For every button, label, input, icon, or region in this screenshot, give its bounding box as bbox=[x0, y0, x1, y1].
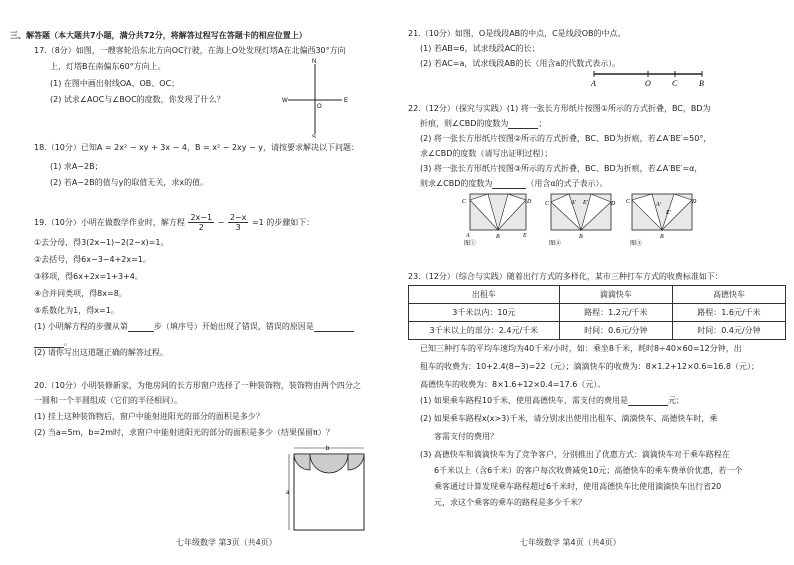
q19-part1-text-a: (1) 小明解方程的步骤从第 bbox=[34, 322, 128, 331]
table-cell: 路程：1.2元/千米 bbox=[559, 304, 672, 322]
q23-stem: 23.（12分）（综合与实践）随着出行方式的多样化，某市三种打车方式的收费标准如下： bbox=[408, 272, 723, 281]
table-header: 滴滴快车 bbox=[559, 286, 672, 304]
north-label: N bbox=[312, 59, 317, 65]
table-header: 高德快车 bbox=[672, 286, 785, 304]
table-header: 出租车 bbox=[409, 286, 560, 304]
table-cell: 3千米以上的部分：2.4元/千米 bbox=[409, 322, 560, 340]
q17-part1: (1) 在图中画出射线OA、OB、OC； bbox=[50, 79, 180, 88]
q19-stem bbox=[34, 212, 314, 234]
fold-figure-3 bbox=[626, 190, 698, 246]
fig1-label-b: B bbox=[496, 234, 500, 240]
q19-part1-end: 。 bbox=[64, 338, 72, 347]
fig2-label-a-prime: A′ bbox=[571, 200, 576, 206]
q22-expression-blank[interactable] bbox=[492, 180, 526, 189]
fig3-label-e-prime: E′ bbox=[666, 210, 671, 216]
fig3-label-a-prime: A′ bbox=[656, 202, 661, 208]
compass-figure bbox=[282, 58, 352, 138]
q23-part3-line4: 元，求这个乘客的乘车的路程是多少千米？ bbox=[434, 498, 586, 507]
q19-part2: (2) 请你写出这道题正确的解答过程。 bbox=[34, 348, 168, 357]
q23-part3-line3: 乘客通过计算发现乘车路程超过6千米时，使用高德快车比使用滴滴快车出行省20 bbox=[434, 482, 722, 491]
point-a-label: A bbox=[591, 79, 596, 88]
q20-part1: (1) 挂上这种装饰物后，窗户中能射进阳光的部分的面积是多少？ bbox=[34, 412, 264, 421]
point-c-label: C bbox=[672, 79, 678, 88]
q23-fee-blank[interactable] bbox=[628, 397, 668, 406]
section-title: 三、解答题（本大题共7小题，满分共72分，将解答过程写在答题卡的相应位置上） bbox=[10, 31, 307, 40]
point-b-label: B bbox=[699, 79, 704, 88]
q19-step4: ④合并同类项，得8x=8。 bbox=[34, 289, 127, 298]
q19-part1 bbox=[34, 322, 354, 332]
table-row bbox=[409, 322, 786, 340]
q19-reason-blank[interactable] bbox=[314, 323, 354, 332]
west-label: W bbox=[282, 98, 288, 104]
fig1-label-e: E bbox=[523, 233, 527, 239]
q18-part1: (1) 求A−2B； bbox=[50, 162, 103, 171]
q23-note-line1: 已知三种打车的平均车速均为40千米/小时，如：乘坐8千米，耗时8÷40×60=12分钟，出 bbox=[420, 344, 742, 353]
q21-stem: 21.（10分）如图，O是线段AB的中点，C是线段OB的中点。 bbox=[408, 29, 626, 38]
fig2-label-d: D bbox=[611, 201, 616, 207]
fig2-label-b: B bbox=[579, 234, 583, 240]
fig1-caption: 图① bbox=[464, 241, 477, 246]
fig3-label-d: D bbox=[692, 199, 697, 205]
fig2-label-e-prime: E′ bbox=[583, 200, 588, 206]
q22-line6: 则求∠CBD的度数为 （用含α的式子表示）。 bbox=[420, 179, 608, 188]
fold-figure-1 bbox=[460, 190, 532, 246]
q19-fraction-1: $\frac{2x-1}{2}$ bbox=[190, 213, 213, 232]
q19-stem-pre: 19.（10分）小明在做数学作业时，解方程 bbox=[34, 218, 185, 227]
q22-line4: 求∠CBD的度数（请写出证明过程）； bbox=[420, 149, 553, 158]
east-label: E bbox=[344, 98, 349, 104]
q22-line1: 22.（12分）（探究与实践）(1) 将一张长方形纸片按图①所示的方式折叠，BC，BD为 bbox=[408, 104, 711, 113]
q19-step-blank[interactable] bbox=[128, 323, 154, 332]
q18-stem: 18.（10分）已知A = 2x² − xy + 3x − 4，B = x² − 2xy − y，请按要求解决以下问题： bbox=[34, 143, 360, 152]
segment-figure bbox=[588, 66, 710, 88]
left-footer: 七年级数学 第3页（共4页） bbox=[176, 538, 277, 547]
right-footer: 七年级数学 第4页（共4页） bbox=[520, 538, 621, 547]
dimension-b-label: b bbox=[326, 446, 330, 452]
fee-table bbox=[408, 285, 786, 340]
fig2-caption: 图② bbox=[549, 241, 562, 246]
point-o-label: O bbox=[645, 79, 651, 88]
table-cell: 路程：1.6元/千米 bbox=[672, 304, 785, 322]
fig1-label-d: D bbox=[527, 199, 532, 205]
dimension-a-label: a bbox=[286, 490, 290, 496]
q23-part2-line1: (2) 如果乘车路程x(x>3)千米，请分别求出使用出租车、滴滴快车、高德快车时，乘 bbox=[420, 414, 718, 423]
south-label: S bbox=[312, 135, 317, 138]
q19-minus: − bbox=[217, 218, 225, 227]
q17-stem-line1: 17.（8分）如图，一艘客轮沿东北方向OC行驶，在海上O处发现灯塔A在北偏西30°方向 bbox=[34, 46, 346, 55]
table-cell: 时间：0.4元/分钟 bbox=[672, 322, 785, 340]
q20-part2: (2) 当a=5m，b=2m时，求窗户中能射进阳光的部分的面积是多少（结果保留π）？ bbox=[34, 428, 334, 437]
table-header-row bbox=[409, 286, 786, 304]
q19-part1-text-b: 步（填序号）开始出现了错误，错误的原因是 bbox=[153, 322, 314, 331]
q19-reason-blank-cont[interactable] bbox=[34, 339, 64, 348]
q22-line2: 折痕，则∠CBD的度数为 ； bbox=[420, 119, 547, 128]
fig1-label-a: A bbox=[466, 233, 470, 239]
q21-part1: (1) 若AB=6，试求线段AC的长； bbox=[420, 44, 540, 53]
fig3-caption: 图③ bbox=[630, 241, 643, 246]
fold-figure-2 bbox=[545, 190, 617, 246]
q23-note-line2: 租车的收费为：10+2.4(8−3)=22（元）；滴滴快车的收费为：8×1.2+12×0.6=16.8（元）； bbox=[420, 362, 759, 371]
table-row bbox=[409, 304, 786, 322]
q19-fraction-2: $\frac{2-x}{3}$ bbox=[229, 213, 247, 232]
q23-part3-line1: (3) 高德快车和滴滴快车为了竞争客户，分别推出了优惠方式：滴滴快车对于乘车路程在 bbox=[420, 450, 730, 459]
q19-equals: =1 bbox=[251, 218, 264, 227]
q23-part3-line2: 6千米以上（含6千米）的客户每次收费减免10元；高德快车的乘车费单价优惠，若一个 bbox=[434, 466, 743, 475]
fig1-label-c: C bbox=[462, 199, 467, 205]
table-cell: 3千米以内：10元 bbox=[409, 304, 560, 322]
q19-step5: ⑤系数化为1，得x=1。 bbox=[34, 306, 119, 315]
table-cell: 时间：0.6元/分钟 bbox=[559, 322, 672, 340]
q19-step3: ③移项，得6x+2x=1+3+4。 bbox=[34, 272, 143, 281]
q22-line3: (2) 将一张长方形纸片按图②所示的方式折叠，BC、BD为折痕，若∠A′BE′=50°， bbox=[420, 134, 712, 143]
origin-label: O bbox=[317, 104, 322, 110]
q21-part2: (2) 若AC=a，试求线段AB的长（用含a的代数式表示）。 bbox=[420, 59, 621, 68]
q17-part2: (2) 试求∠AOC与∠BOC的度数，你发现了什么？ bbox=[50, 95, 225, 104]
fig2-label-c: C bbox=[545, 201, 550, 207]
q18-part2: (2) 若A−2B的值与y的取值无关，求x的值。 bbox=[50, 178, 209, 187]
window-decoration-figure bbox=[286, 444, 374, 534]
q20-stem-line1: 20.（10分）小明装修新家，为他房间的长方形窗户选择了一种装饰物，装饰物由两个四分之 bbox=[34, 381, 361, 390]
q19-step1: ①去分母，得3(2x−1)−2(2−x)=1。 bbox=[34, 238, 169, 247]
q23-note-line3: 高德快车的收费为：8×1.6+12×0.4=17.6（元）。 bbox=[420, 380, 606, 389]
q23-part2-line2: 客需支付的费用？ bbox=[434, 432, 498, 441]
q19-stem-post: 的步骤如下： bbox=[266, 218, 315, 227]
q22-line5: (3) 将一张长方形纸片按图③所示的方式折叠，BC、BD为折痕，若∠A′BE′=α， bbox=[420, 164, 703, 173]
q19-part1-line2 bbox=[34, 338, 72, 348]
q17-stem-line2: 上，灯塔B在南偏东60°方向上。 bbox=[50, 62, 166, 71]
q19-step2: ②去括号，得6x−3−4+2x=1。 bbox=[34, 255, 151, 264]
fig3-label-b: B bbox=[660, 234, 664, 240]
q20-stem-line2: 一圆和一个半圆组成（它们的半径相同）。 bbox=[34, 396, 182, 405]
q23-part1: (1) 如果乘车路程10千米，使用高德快车，需支付的费用是 元； bbox=[420, 396, 685, 405]
fig3-label-c: C bbox=[626, 199, 631, 205]
q22-angle-blank[interactable] bbox=[508, 120, 538, 129]
